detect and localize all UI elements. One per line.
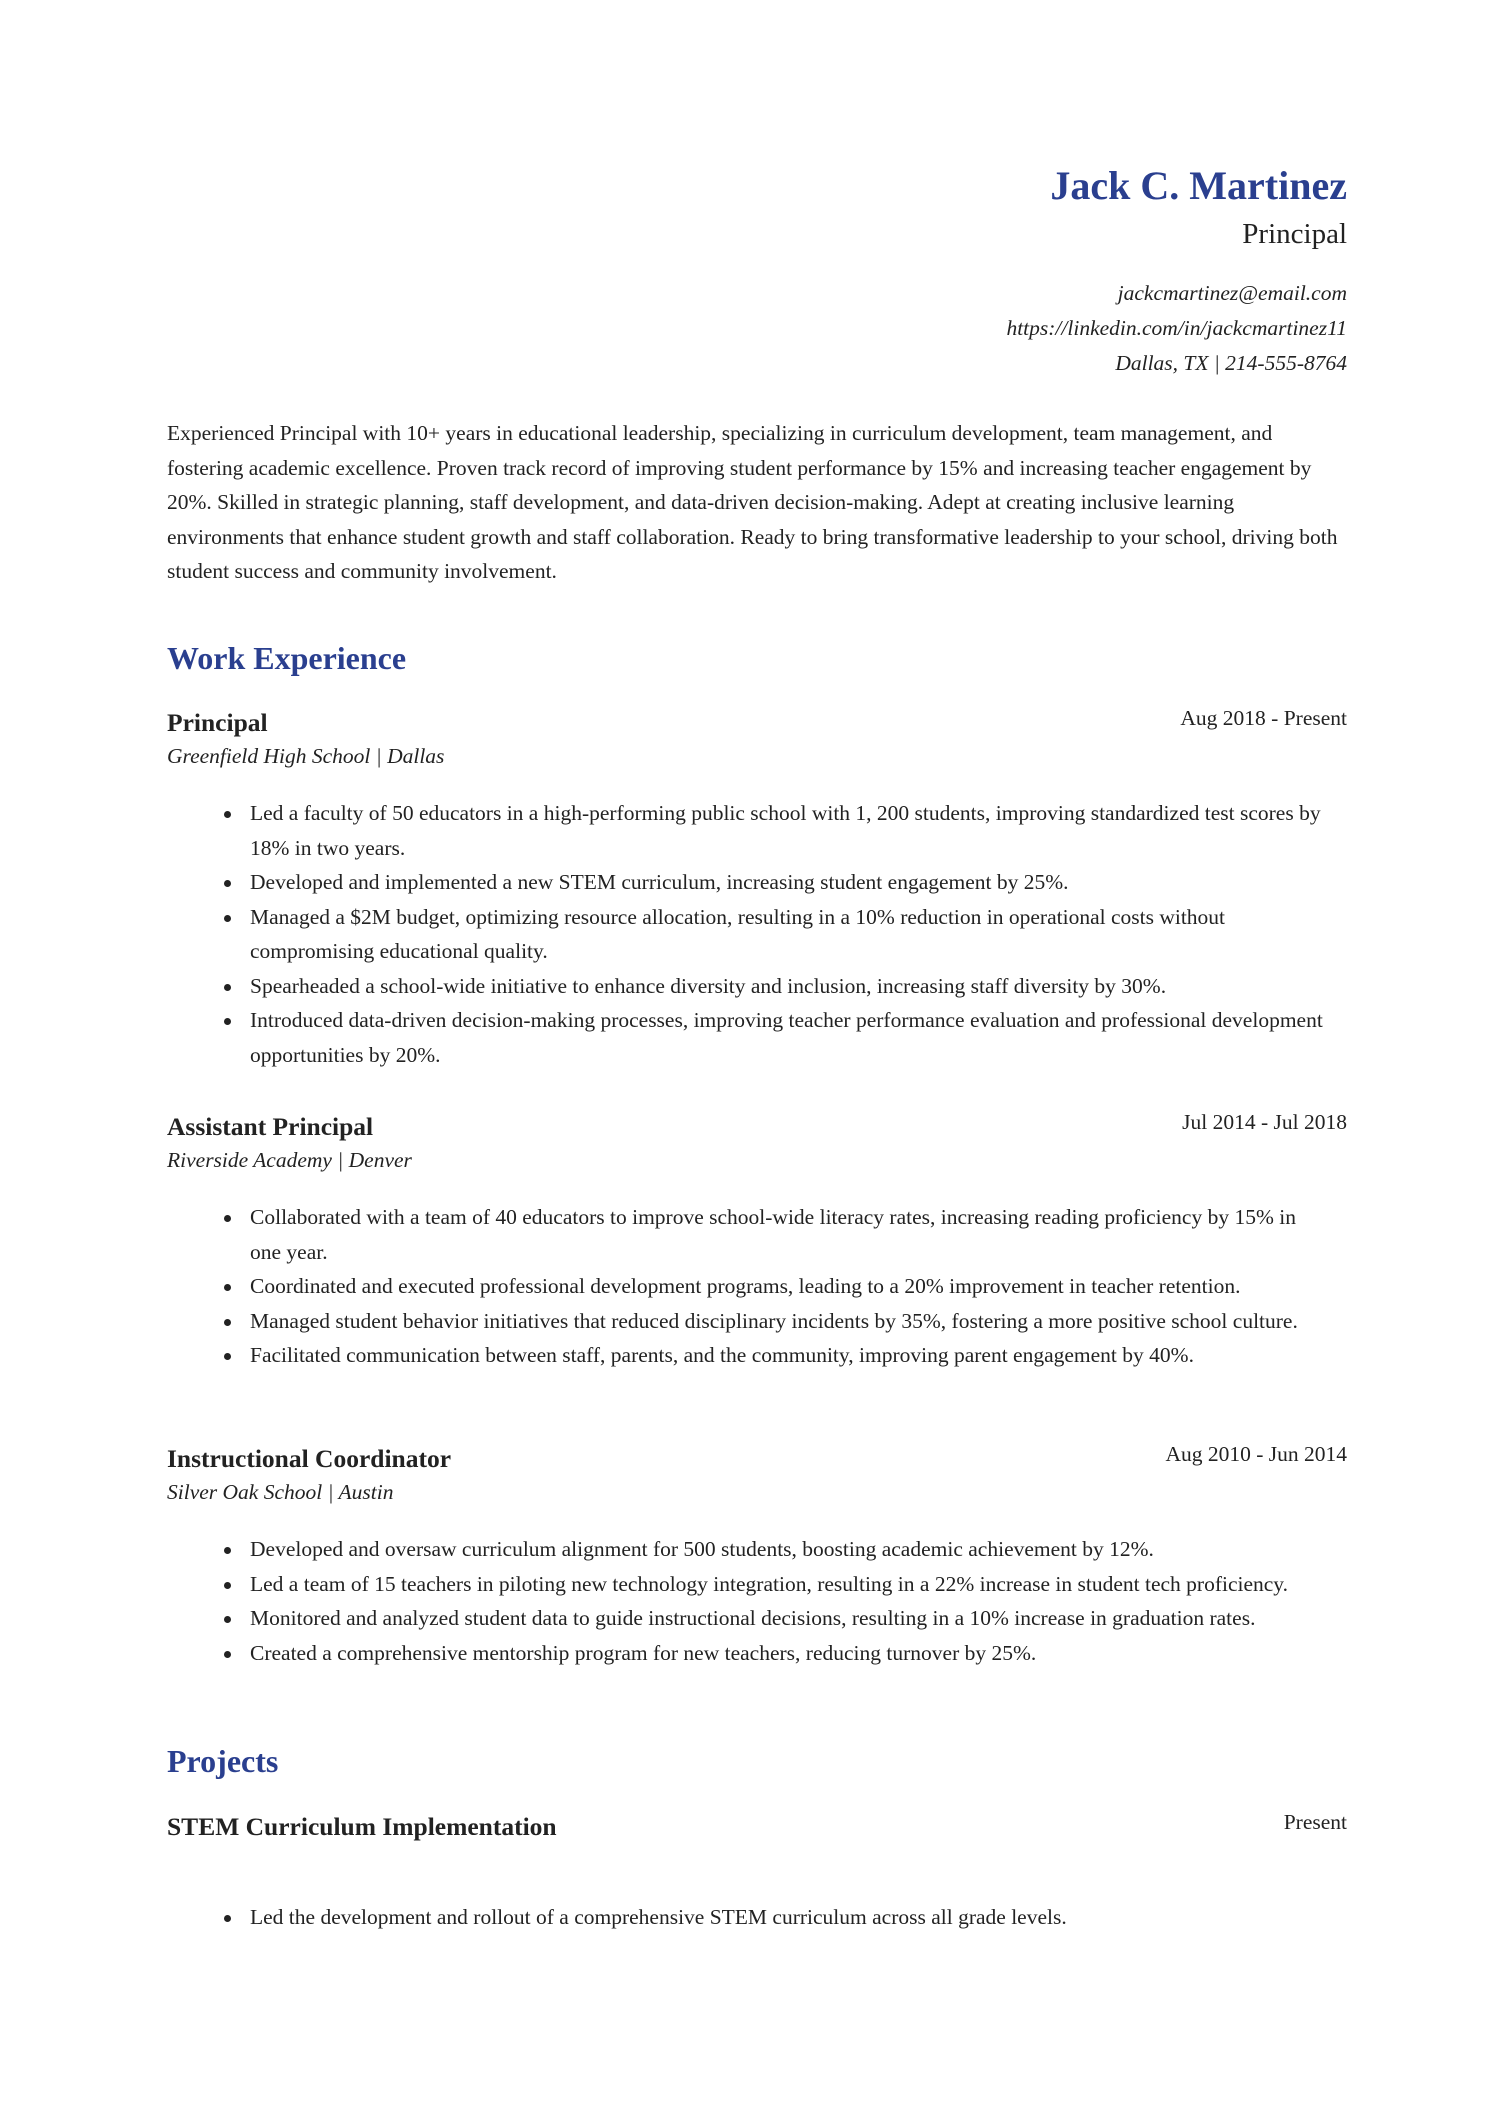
bullet-text: Led a faculty of 50 educators in a high-performing public school with 1, 200 students, improving standardized test scores by 18% in two years. [250,801,1321,860]
bullet-item [167,1304,1347,1339]
bullet-text: Introduced data-driven decision-making processes, improving teacher performance evaluation and professional development opportunities by 20%. [250,1008,1323,1067]
bullet-item [167,1003,1347,1072]
bullet-dot-icon [224,1284,231,1291]
bullet-text: Monitored and analyzed student data to guide instructional decisions, resulting in a 10% increase in graduation rates. [250,1606,1256,1630]
job-bullets [167,1532,1347,1670]
bullet-text: Developed and implemented a new STEM curriculum, increasing student engagement by 25%. [250,870,1069,894]
bullet-text: Facilitated communication between staff, parents, and the community, improving parent engagement by 40%. [250,1343,1194,1367]
job-header [167,706,1347,740]
bullet-dot-icon [224,1353,231,1360]
bullet-item [167,1567,1347,1602]
job-title: Assistant Principal [167,1112,374,1141]
bullet-dot-icon [224,880,231,887]
job-header [167,1442,1347,1476]
bullet-text: Coordinated and executed professional development programs, leading to a 20% improvement in teacher retention. [250,1274,1241,1298]
job-bullets [167,1200,1347,1373]
bullet-dot-icon [224,1018,231,1025]
bullet-dot-icon [224,811,231,818]
bullet-dot-icon [224,1319,231,1326]
bullet-dot-icon [224,1651,231,1658]
bullet-item [167,1532,1347,1567]
bullet-text: Created a comprehensive mentorship program for new teachers, reducing turnover by 25%. [250,1640,1037,1665]
bullet-text: Collaborated with a team of 40 educators to improve school-wide literacy rates, increasing reading proficiency by 15% in one year. [250,1205,1296,1264]
job-dates: Aug 2018 - Present [1180,706,1347,730]
resume-header [547,158,1347,381]
bullet-text: Led the development and rollout of a comprehensive STEM curriculum across all grade levels. [250,1905,1067,1929]
location-phone: Dallas, TX | 214-555-8764 [1115,351,1347,375]
bullet-dot-icon [224,1616,231,1623]
linkedin-link[interactable]: https://linkedin.com/in/jackcmartinez11 [1006,316,1347,340]
bullet-item [167,1601,1347,1636]
bullet-text: Led a team of 15 teachers in piloting new technology integration, resulting in a 22% increase in student tech proficiency. [250,1571,1289,1596]
email-link[interactable]: jackcmartinez@email.com [1117,281,1347,305]
bullet-item [167,900,1347,969]
bullet-item [167,1200,1347,1269]
bullet-item [167,1269,1347,1304]
job-entry [167,706,1347,1072]
job-header [167,1110,1347,1144]
bullet-dot-icon [224,915,231,922]
job-bullets [167,796,1347,1072]
job-dates: Jul 2014 - Jul 2018 [1182,1110,1347,1134]
project-header [167,1810,1347,1844]
job-title: Principal [167,708,268,737]
job-dates: Aug 2010 - Jun 2014 [1165,1442,1347,1466]
bullet-text: Developed and oversaw curriculum alignment for 500 students, boosting academic achievement by 12%. [250,1537,1154,1561]
job-entry [167,1110,1347,1373]
project-entry [167,1810,1347,1935]
bullet-dot-icon [224,1915,231,1922]
job-organization: Silver Oak School | Austin [167,1480,394,1504]
candidate-name: Jack C. Martinez [1050,163,1347,208]
project-title: STEM Curriculum Implementation [167,1812,557,1841]
candidate-title: Principal [1242,218,1347,250]
work-experience-heading: Work Experience [167,640,407,676]
project-dates: Present [1283,1810,1347,1834]
project-bullets [167,1900,1347,1935]
projects-heading: Projects [167,1743,279,1779]
bullet-dot-icon [224,984,231,991]
professional-summary: Experienced Principal with 10+ years in educational leadership, specializing in curriculum development, team management, and fostering academic excellence. Proven track record of improving student performance by 15% and increasing teacher engagement by 20%. Skilled in strategic planning, staff development, and data-driven decision-making. Adept at creating inclusive learning environments that enhance student growth and staff collaboration. Ready to bring transformative leadership to your school, driving both student success and community involvement. [167,421,1338,583]
bullet-item [167,1900,1347,1935]
bullet-item [167,1338,1347,1373]
bullet-text: Managed student behavior initiatives that reduced disciplinary incidents by 35%, fostering a more positive school culture. [250,1308,1298,1333]
bullet-item [167,1636,1347,1671]
bullet-dot-icon [224,1582,231,1589]
bullet-item [167,865,1347,900]
bullet-text: Spearheaded a school-wide initiative to enhance diversity and inclusion, increasing staff diversity by 30%. [250,973,1167,998]
job-organization: Riverside Academy | Denver [167,1148,412,1172]
bullet-item [167,969,1347,1004]
bullet-item [167,796,1347,865]
bullet-dot-icon [224,1547,231,1554]
job-entry [167,1442,1347,1670]
bullet-text: Managed a $2M budget, optimizing resource allocation, resulting in a 10% reduction in operational costs without compromising educational quality. [250,904,1226,963]
contact-block [547,276,1347,381]
job-title: Instructional Coordinator [167,1444,452,1473]
resume-page [167,0,1347,2121]
bullet-dot-icon [224,1215,231,1222]
job-organization: Greenfield High School | Dallas [167,744,445,768]
